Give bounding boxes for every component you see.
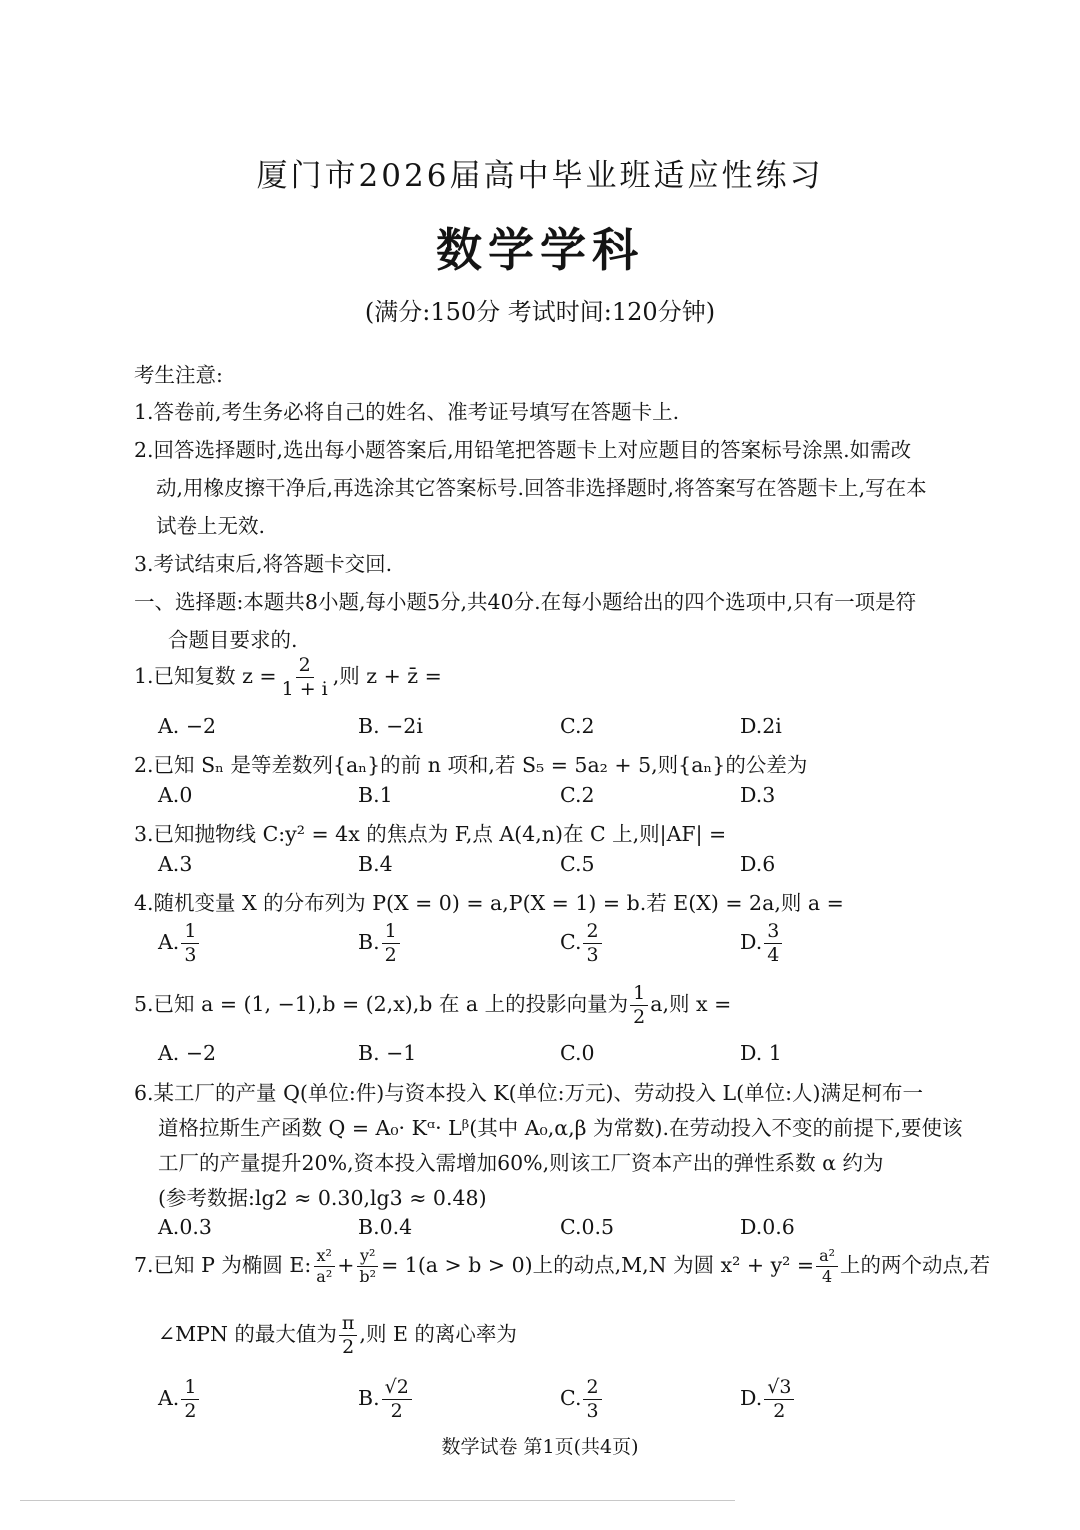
question-5 (134, 984, 731, 1027)
q3-option-b: B.4 (358, 852, 393, 876)
q5-post: a,则 x = (650, 992, 732, 1016)
exam-meta: (满分:150分 考试时间:120分钟) (364, 298, 716, 326)
notice-item-2-line-1: 2.回答选择题时,选出每小题答案后,用铅笔把答题卡上对应题目的答案标号涂黑.如需改 (134, 438, 912, 462)
q4-option-a: A. $\frac{1}{3}$ (158, 922, 201, 965)
q5-fraction: $\frac{1}{2}$ (630, 984, 648, 1027)
question-6-line-3: 工厂的产量提升20%,资本投入需增加60%,则该工厂资本产出的弹性系数 α 约为 (158, 1151, 884, 1175)
q7-option-a: A. $\frac{1}{2}$ (158, 1378, 201, 1421)
q5-option-a: A. −2 (158, 1041, 217, 1065)
q1-post: ,则 z + z̄ = (332, 664, 442, 688)
section-1-heading: 一、选择题:本题共8小题,每小题5分,共40分.在每小题给出的四个选项中,只有一项是符 (134, 590, 917, 614)
q1-option-c: C.2 (560, 714, 595, 738)
q2-option-b: B.1 (358, 783, 393, 807)
question-6-line-4: (参考数据:lg2 ≈ 0.30,lg3 ≈ 0.48) (158, 1186, 487, 1210)
question-7-line-1: 7.已知 P 为椭圆 E: $\frac{\text{x²}}{\text{a²}}$ + $\frac{\text{y²}}{\text{b²}}$ = 1(a > b > 0)上的动点,M,N 为圆 x² + y² = $\frac{\text{a²}}{4}$ 上的两个动点,若 (134, 1246, 991, 1286)
question-3: 3.已知抛物线 C:y² = 4x 的焦点为 F,点 A(4,n)在 C 上,则|AF| = (134, 822, 727, 846)
notice-item-1: 1.答卷前,考生务必将自己的姓名、准考证号填写在答题卡上. (134, 400, 680, 424)
q2-option-d: D.3 (740, 783, 776, 807)
q1-frac-den: 1 + i (281, 678, 328, 700)
q3-option-c: C.5 (560, 852, 595, 876)
question-6-line-1: 6.某工厂的产量 Q(单位:件)与资本投入 K(单位:万元)、劳动投入 L(单位:人)满足柯布一 (134, 1081, 924, 1105)
q6-option-c: C.0.5 (560, 1215, 615, 1239)
q5-option-d: D. 1 (740, 1041, 782, 1065)
notice-item-3: 3.考试结束后,将答题卡交回. (134, 552, 393, 576)
question-7-line-2: ∠MPN 的最大值为 $\frac{\pi}{2}$ ,则 E 的离心率为 (158, 1312, 517, 1358)
notice-item-2-line-2: 动,用橡皮擦干净后,再选涂其它答案标号.回答非选择题时,将答案写在答题卡上,写在本 (156, 476, 927, 500)
q2-option-a: A.0 (158, 783, 193, 807)
q1-fraction (279, 656, 331, 699)
exam-title: 厦门市2026届高中毕业班适应性练习 (256, 158, 824, 194)
q5-pre: 5.已知 a = (1, −1),b = (2,x),b 在 a 上的投影向量为 (134, 992, 629, 1016)
notice-item-2-line-3: 试卷上无效. (156, 514, 266, 538)
q1-option-b: B. −2i (358, 714, 423, 738)
bottom-rule (20, 1500, 735, 1501)
q6-option-d: D.0.6 (740, 1215, 795, 1239)
q7-option-b: B. $\frac{√2}{2}$ (358, 1378, 414, 1421)
q4-option-b: B. $\frac{1}{2}$ (358, 922, 402, 965)
q4-option-c: C. $\frac{2}{3}$ (560, 922, 604, 965)
q1-pre: 1.已知复数 z = (134, 664, 277, 688)
subject-title: 数学学科 (436, 223, 644, 277)
section-1-heading-cont: 合题目要求的. (168, 628, 298, 652)
q5-option-b: B. −1 (358, 1041, 417, 1065)
q7-option-c: C. $\frac{2}{3}$ (560, 1378, 604, 1421)
q6-option-b: B.0.4 (358, 1215, 413, 1239)
q3-option-d: D.6 (740, 852, 776, 876)
question-1 (134, 656, 442, 699)
question-4: 4.随机变量 X 的分布列为 P(X = 0) = a,P(X = 1) = b.若 E(X) = 2a,则 a = (134, 891, 844, 915)
q1-option-d: D.2i (740, 714, 782, 738)
q4-option-d: D. $\frac{3}{4}$ (740, 922, 784, 965)
q1-frac-num: 2 (296, 656, 314, 678)
q2-option-c: C.2 (560, 783, 595, 807)
q3-option-a: A.3 (158, 852, 193, 876)
page-footer: 数学试卷 第1页(共4页) (441, 1436, 639, 1458)
question-6-line-2: 道格拉斯生产函数 Q = A₀· Kᵅ· Lᵝ(其中 A₀,α,β 为常数).在劳动投入不变的前提下,要使该 (158, 1116, 963, 1140)
notice-heading: 考生注意: (134, 363, 223, 387)
question-2: 2.已知 Sₙ 是等差数列{aₙ}的前 n 项和,若 S₅ = 5a₂ + 5,则{aₙ}的公差为 (134, 753, 808, 777)
q6-option-a: A.0.3 (158, 1215, 212, 1239)
q7-option-d: D. $\frac{√3}{2}$ (740, 1378, 796, 1421)
q1-option-a: A. −2 (158, 714, 217, 738)
q5-option-c: C.0 (560, 1041, 595, 1065)
